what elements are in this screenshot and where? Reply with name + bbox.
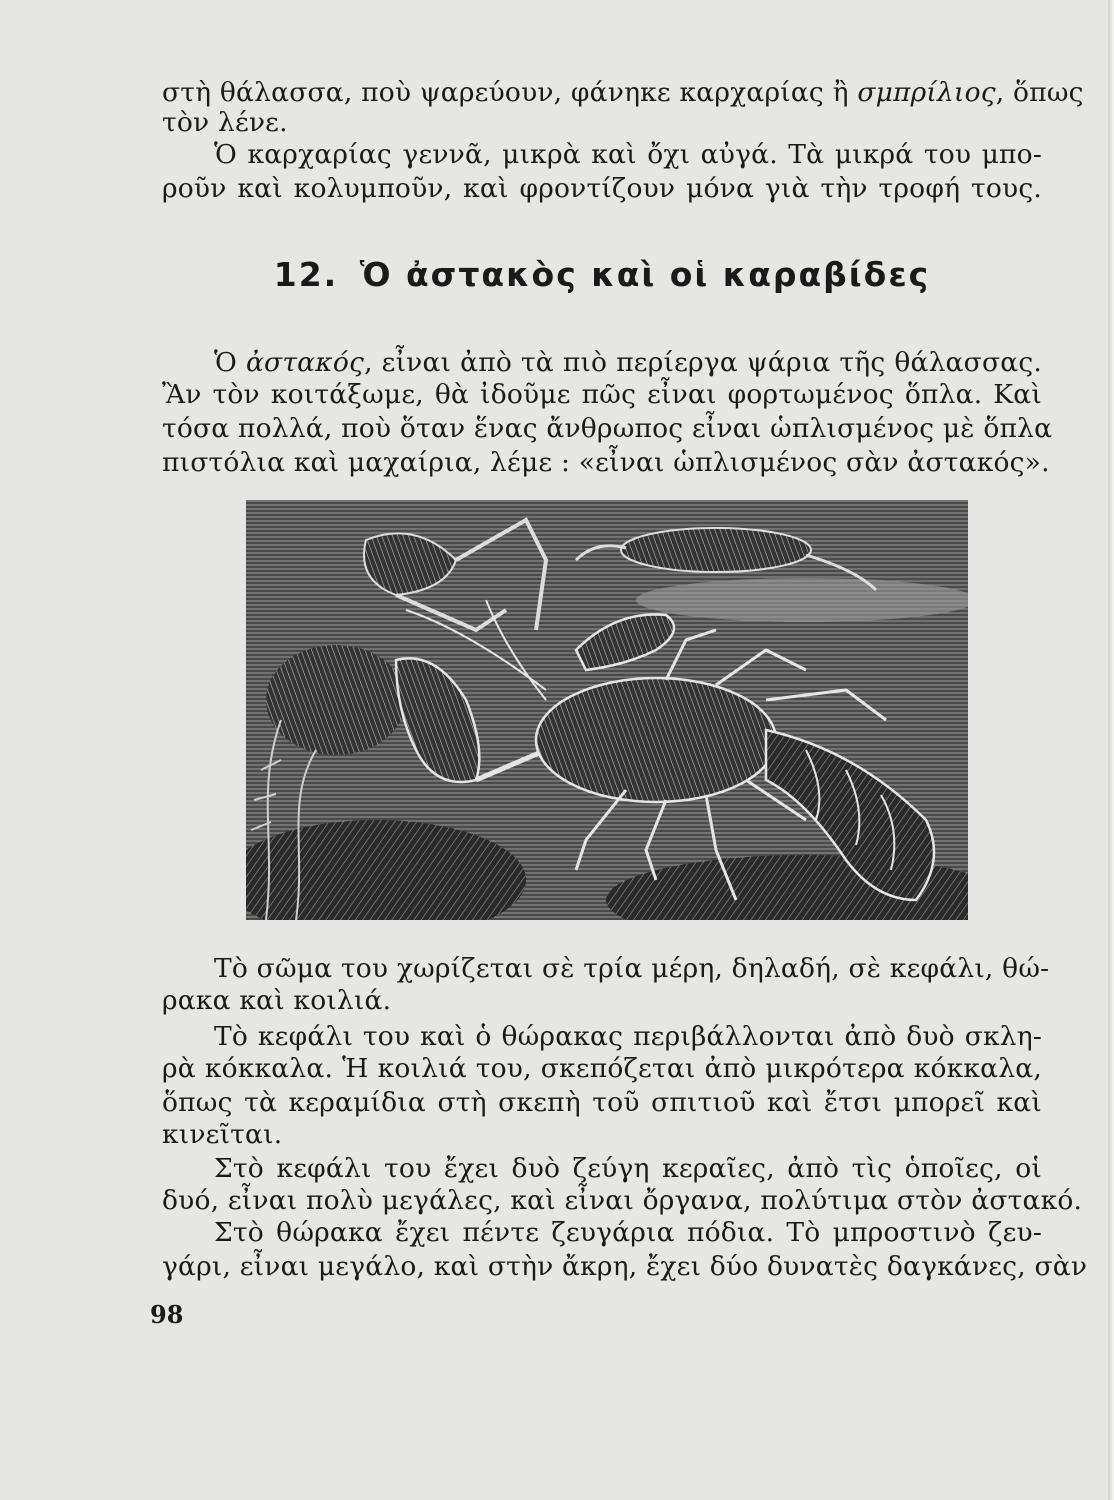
text-line: Ἂν τὸν κοιτάξωμε, θὰ ἰδοῦμε πῶς εἶναι φορτωμένος ὅπλα. Καὶ <box>162 379 1042 410</box>
text-line: ρὰ κόκκαλα. Ἡ κοιλιά του, σκεπόζεται ἀπὸ μικρότερα κόκκαλα, <box>162 1053 1042 1084</box>
text-line: Τὸ σῶμα του χωρίζεται σὲ τρία μέρη, δηλαδή, σὲ κεφάλι, θώ- <box>214 953 1050 984</box>
italic-term: σμπρίλιος <box>857 77 996 108</box>
text-line: τόσα πολλά, ποὺ ὅταν ἕνας ἄνθρωπος εἶναι ὡπλισμένος μὲ ὅπλα <box>162 413 1053 444</box>
text-line: Στὸ κεφάλι του ἔχει δυὸ ζεύγη κεραῖες, ἀπὸ τὶς ὁποῖες, οἱ <box>214 1153 1042 1184</box>
text-line: ρακα καὶ κοιλιά. <box>162 985 392 1016</box>
text-line: Στὸ θώρακα ἔχει πέντε ζευγάρια πόδια. Τὸ μπροστινὸ ζευ- <box>214 1217 1042 1248</box>
section-heading <box>162 253 1042 297</box>
text-line: στὴ θάλασσα, ποὺ ψαρεύουν, φάνηκε καρχαρίας ἢ σμπρίλιος, ὅπως <box>162 77 1084 108</box>
rock-shape <box>266 645 406 755</box>
text-line: Τὸ κεφάλι του καὶ ὁ θώρακας περιβάλλονται ἀπὸ δυὸ σκλη- <box>214 1021 1042 1052</box>
text-line: ροῦν καὶ κολυμποῦν, καὶ φροντίζουν μόνα γιὰ τὴν τροφή τους. <box>162 173 1042 204</box>
text-line: κινεῖται. <box>162 1119 283 1150</box>
section-number: 12. <box>273 255 339 294</box>
text-line: δυό, εἶναι πολὺ μεγάλες, καὶ εἶναι ὄργανα, πολύτιμα στὸν ἀστακό. <box>162 1185 1083 1216</box>
section-title: Ὁ ἀστακὸς καὶ οἱ καραβίδες <box>359 255 931 294</box>
page-edge <box>1108 0 1114 1500</box>
page-number: 98 <box>150 1300 184 1329</box>
text-line: ὅπως τὰ κεραμίδια στὴ σκεπὴ τοῦ σπιτιοῦ καὶ ἔτσι μπορεῖ καὶ <box>162 1087 1042 1118</box>
sandbank-shape <box>636 578 968 622</box>
text-line: Ὁ καρχαρίας γεννᾶ, μικρὰ καὶ ὄχι αὐγά. Τὰ μικρά του μπο- <box>214 139 1042 170</box>
lobster-illustration <box>246 500 968 920</box>
text-line: Ὁ ἀστακός, εἶναι ἀπὸ τὰ πιὸ περίεργα ψάρια τῆς θάλασσας. <box>214 347 1042 378</box>
text-line: πιστόλια καὶ μαχαίρια, λέμε : «εἶναι ὡπλισμένος σὰν ἀστακός». <box>162 447 1050 478</box>
text-line: γάρι, εἶναι μεγάλο, καὶ στὴν ἄκρη, ἔχει δύο δυνατὲς δαγκάνες, σὰν <box>162 1251 1088 1282</box>
italic-term: ἀστακός <box>245 347 365 378</box>
text-line: τὸν λένε. <box>162 107 288 138</box>
